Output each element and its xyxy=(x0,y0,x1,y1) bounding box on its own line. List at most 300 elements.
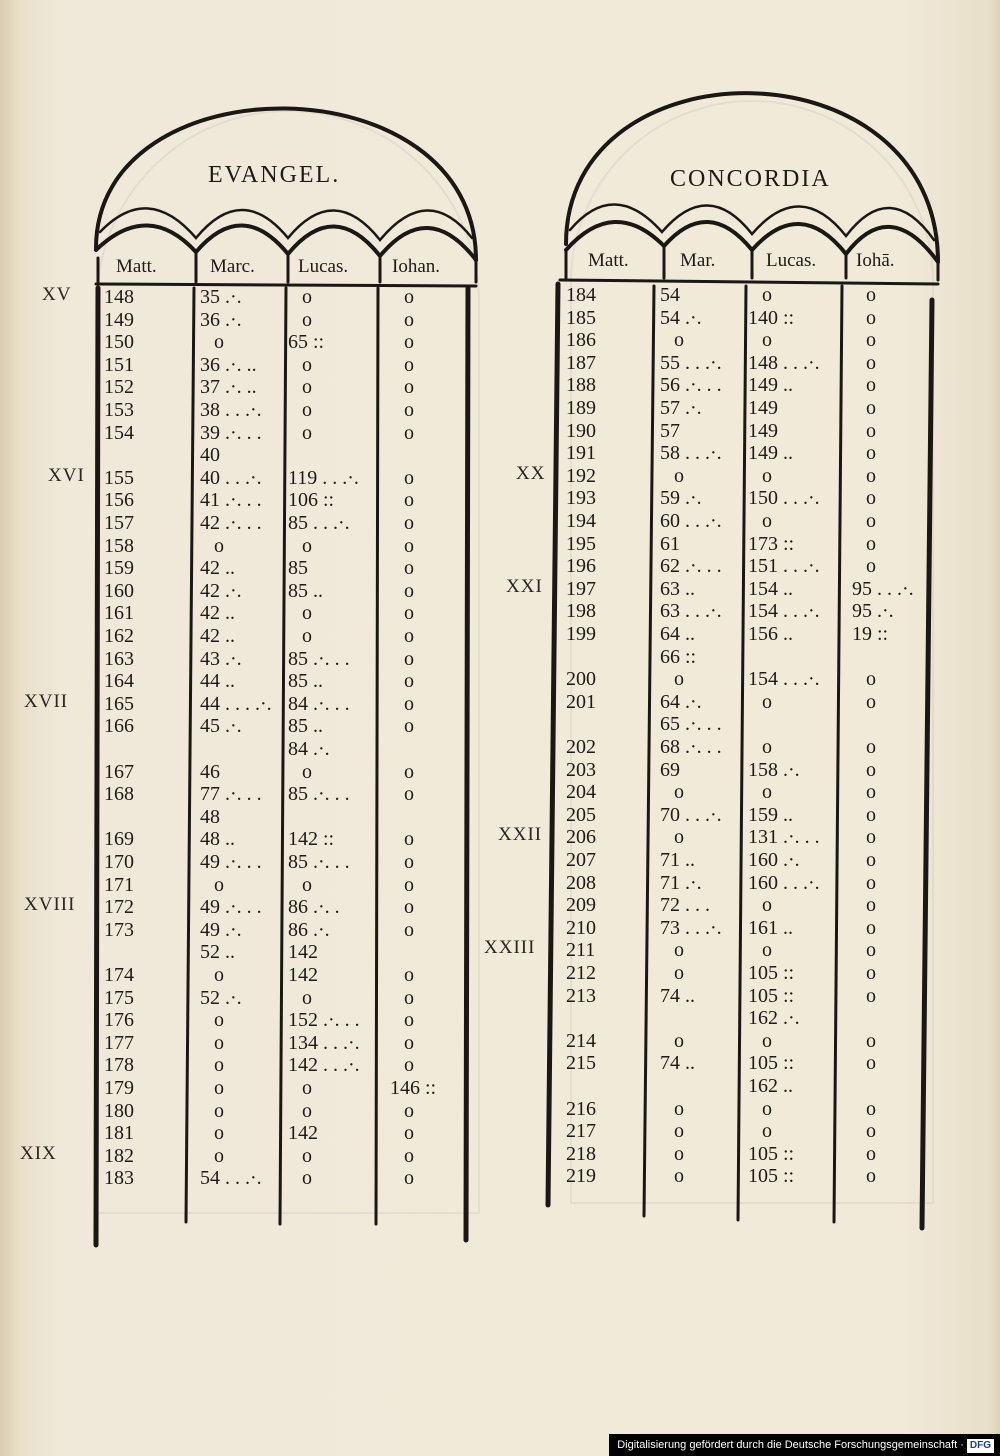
left-table-cell: 134 . . .·. xyxy=(288,1031,360,1054)
left-table-cell: o xyxy=(404,376,414,399)
left-table-cell: 85 . . .·. xyxy=(288,512,350,534)
left-table-cell: o xyxy=(302,625,312,647)
left-table-cell: 49 .·. . . xyxy=(200,896,262,919)
left-table-cell: o xyxy=(404,512,414,534)
left-table-cell: o xyxy=(404,783,414,806)
right-table-cell: o xyxy=(866,532,876,555)
right-table-cell: 162 .·. xyxy=(748,1007,800,1030)
right-table-cell: 202 xyxy=(566,736,596,758)
left-column-header: Matt. xyxy=(116,256,157,277)
right-table-cell: 187 xyxy=(566,351,596,374)
left-table-cell: 171 xyxy=(104,873,134,896)
left-table-cell: 45 .·. xyxy=(200,715,242,738)
left-table-cell: 161 xyxy=(104,602,134,625)
left-table-cell: 37 .·. .. xyxy=(200,376,257,399)
right-table-cell: 208 xyxy=(566,871,596,894)
left-table-cell: o xyxy=(302,1167,312,1190)
right-table-cell: o xyxy=(866,1142,876,1165)
left-table-cell: o xyxy=(404,534,414,557)
right-table-cell: 213 xyxy=(566,984,596,1007)
right-table-cell: 186 xyxy=(566,329,596,352)
left-table-cell: o xyxy=(404,1144,414,1167)
right-table-cell: 64 .. xyxy=(660,623,695,645)
left-table-cell: o xyxy=(404,579,414,602)
right-table-cell: o xyxy=(674,1142,684,1165)
left-table-cell: 142 :: xyxy=(288,828,335,851)
left-table-cell: o xyxy=(214,534,224,557)
right-table-cell: o xyxy=(866,487,876,510)
right-table-cell: 74 .. xyxy=(660,984,695,1007)
left-table-cell: o xyxy=(302,353,312,376)
right-table-cell: 131 .·. . . xyxy=(748,826,820,849)
right-table-cell: o xyxy=(866,781,876,804)
left-table-cell: o xyxy=(302,286,312,308)
left-table-cell: 179 xyxy=(104,1077,134,1099)
right-table-cell: 59 .·. xyxy=(660,487,702,510)
right-table-cell: o xyxy=(866,1120,876,1143)
left-table-cell: 150 xyxy=(104,331,134,354)
left-table-cell: o xyxy=(404,918,414,941)
left-table-cell: o xyxy=(302,399,312,421)
left-table-cell: 162 xyxy=(104,625,134,647)
left-table-cell: 85 .·. . . xyxy=(288,851,350,873)
right-table-cell: 62 .·. . . xyxy=(660,555,722,578)
left-table-cell: o xyxy=(302,1099,312,1122)
left-table-cell: 175 xyxy=(104,986,134,1009)
right-table-cell: 191 xyxy=(566,442,596,465)
right-table-cell: 193 xyxy=(566,487,596,510)
right-table-cell: o xyxy=(866,464,876,487)
right-table-cell: o xyxy=(866,690,876,713)
right-table-cell: 160 . . .·. xyxy=(748,871,820,894)
left-table-cell: 142 . . .·. xyxy=(288,1054,360,1077)
left-table-cell: o xyxy=(302,421,312,444)
left-table-cell: o xyxy=(404,715,414,738)
right-table-cell: 203 xyxy=(566,758,596,781)
right-table-cell: 199 xyxy=(566,623,596,645)
left-table-cell: 85 .. xyxy=(288,579,323,602)
right-table-cell: 56 .·. . . xyxy=(660,374,722,397)
left-table-cell: o xyxy=(302,760,312,783)
left-table-cell: 43 .·. xyxy=(200,647,242,670)
right-column-header: Lucas. xyxy=(766,250,817,271)
right-table-cell: 149 .. xyxy=(748,374,793,397)
left-table-cell: 163 xyxy=(104,647,134,670)
left-table-cell: o xyxy=(404,353,414,376)
left-column-header: Marc. xyxy=(210,256,255,277)
right-table-cell: o xyxy=(866,510,876,532)
left-table-cell: o xyxy=(302,602,312,625)
left-table-cell: o xyxy=(404,1054,414,1077)
left-table-cell: o xyxy=(404,851,414,873)
right-table-cell: o xyxy=(674,1029,684,1052)
right-table-cell: 200 xyxy=(566,668,596,691)
left-table-cell: o xyxy=(404,873,414,896)
left-table-cell: 65 :: xyxy=(288,331,325,354)
right-table-cell: 197 xyxy=(566,577,596,600)
right-table-cell: 219 xyxy=(566,1165,596,1188)
right-table-cell: 194 xyxy=(566,510,596,532)
right-table-title: CONCORDIA xyxy=(670,166,831,192)
dfg-logo: DFG xyxy=(967,1439,994,1453)
right-table-cell: 105 :: xyxy=(748,962,795,984)
left-table-cell: 42 .·. xyxy=(200,579,242,602)
right-table-cell: o xyxy=(866,555,876,578)
right-table-cell: o xyxy=(866,1097,876,1120)
right-table-cell: o xyxy=(762,1097,772,1120)
right-table-cell: 63 . . .·. xyxy=(660,600,722,623)
left-table-cell: 52 .. xyxy=(200,941,235,964)
right-table-cell: o xyxy=(866,803,876,826)
left-table-cell: 77 .·. . . xyxy=(200,783,262,806)
left-table-cell: 152 .·. . . xyxy=(288,1009,360,1032)
right-table-cell: 207 xyxy=(566,849,596,871)
left-table-cell: 42 .. xyxy=(200,557,235,580)
left-table-cell: o xyxy=(214,1122,224,1145)
left-table-cell: 158 xyxy=(104,534,134,557)
right-table-cell: 148 . . .·. xyxy=(748,351,820,374)
right-chapter-marker: XX xyxy=(516,462,546,484)
right-table-cell: o xyxy=(866,939,876,962)
right-table-cell: 216 xyxy=(566,1097,596,1120)
right-chapter-marker: XXII xyxy=(498,824,543,846)
right-table-cell: 105 :: xyxy=(748,1052,795,1075)
left-table-cell: o xyxy=(404,399,414,421)
left-chapter-marker: XVII xyxy=(24,690,69,712)
right-table-cell: 162 .. xyxy=(748,1075,793,1097)
left-table-cell: 42 .·. . . xyxy=(200,512,262,534)
left-table-cell: o xyxy=(214,1009,224,1032)
right-table-cell: 68 .·. . . xyxy=(660,736,722,758)
left-table-cell: o xyxy=(302,986,312,1009)
left-table-cell: 41 .·. . . xyxy=(200,489,262,512)
right-table-cell: o xyxy=(762,894,772,917)
left-table-cell: 46 xyxy=(200,760,220,783)
left-table-cell: 39 .·. . . xyxy=(200,421,262,444)
right-table-cell: o xyxy=(674,939,684,962)
right-table-cell: 57 xyxy=(660,419,680,442)
left-table-cell: 49 .·. . . xyxy=(200,851,262,873)
right-table-cell: 72 . . . xyxy=(660,894,710,917)
left-table-cell: o xyxy=(404,670,414,693)
left-table-cell: o xyxy=(404,466,414,489)
left-table-cell: o xyxy=(404,625,414,647)
left-table-cell: 40 xyxy=(200,444,220,467)
left-table-cell: 85 .·. . . xyxy=(288,783,350,806)
right-table-cell: 95 . . .·. xyxy=(852,577,914,600)
right-table-cell: o xyxy=(674,1097,684,1120)
right-table-cell: 192 xyxy=(566,464,596,487)
right-table-cell: 214 xyxy=(566,1029,596,1052)
right-table-cell: 154 .. xyxy=(748,577,793,600)
right-table-cell: o xyxy=(674,826,684,849)
left-table-cell: 119 . . .·. xyxy=(288,466,359,489)
right-table-cell: 54 xyxy=(660,284,680,306)
left-table-cell: 36 .·. xyxy=(200,308,242,331)
left-table-cell: 174 xyxy=(104,964,134,986)
left-table-cell: 38 . . .·. xyxy=(200,399,262,421)
right-table-cell: o xyxy=(866,826,876,849)
left-table-cell: o xyxy=(302,1144,312,1167)
left-table-cell: 151 xyxy=(104,353,134,376)
left-table-cell: 84 .·. . . xyxy=(288,692,350,715)
left-table-cell: o xyxy=(302,376,312,399)
right-table-cell: 65 .·. . . xyxy=(660,713,722,736)
right-table-cell: 218 xyxy=(566,1142,596,1165)
left-arcade xyxy=(96,225,476,260)
right-table-cell: o xyxy=(866,736,876,758)
left-arcade-inner xyxy=(100,208,472,240)
right-table-cell: o xyxy=(866,419,876,442)
left-table-cell: o xyxy=(214,1031,224,1054)
right-table-cell: 105 :: xyxy=(748,1142,795,1165)
left-table-cell: 148 xyxy=(104,286,134,308)
left-table-cell: 159 xyxy=(104,557,134,580)
left-table-cell: o xyxy=(404,760,414,783)
right-table-cell: o xyxy=(674,1120,684,1143)
right-table-cell: o xyxy=(866,374,876,397)
right-table-cell: o xyxy=(762,1029,772,1052)
right-table-cell: 149 .. xyxy=(748,442,793,465)
right-table-cell: 195 xyxy=(566,532,596,555)
left-table-cell: 173 xyxy=(104,918,134,941)
right-table-cell: 188 xyxy=(566,374,596,397)
left-table-cell: 85 .. xyxy=(288,670,323,693)
right-table-cell: 205 xyxy=(566,803,596,826)
left-chapter-marker: XVIII xyxy=(24,894,76,916)
left-table-cell: 149 xyxy=(104,308,134,331)
left-table-cell: o xyxy=(404,986,414,1009)
right-table-cell: o xyxy=(866,351,876,374)
left-table-cell: 181 xyxy=(104,1122,134,1145)
right-table-cell: 196 xyxy=(566,555,596,578)
left-table-cell: 166 xyxy=(104,715,134,738)
right-table-cell: 149 xyxy=(748,419,778,442)
left-table-cell: 49 .·. xyxy=(200,918,242,941)
right-table-cell: o xyxy=(866,442,876,465)
left-table-cell: 172 xyxy=(104,896,134,919)
right-table-cell: 74 .. xyxy=(660,1052,695,1075)
right-table-cell: 71 .. xyxy=(660,849,695,871)
left-table-cell: 36 .·. .. xyxy=(200,353,257,376)
right-table-cell: 217 xyxy=(566,1120,596,1143)
left-chapter-marker: XIX xyxy=(20,1142,57,1164)
right-table-cell: 105 :: xyxy=(748,984,795,1007)
right-table-cell: 212 xyxy=(566,962,596,984)
left-table-cell: o xyxy=(404,1009,414,1032)
left-table-cell: o xyxy=(404,692,414,715)
left-table-cell: 160 xyxy=(104,579,134,602)
left-chapter-marker: XVI xyxy=(48,464,85,486)
left-table-cell: 48 .. xyxy=(200,828,235,851)
right-table-cell: o xyxy=(762,736,772,758)
left-table-cell: 85 xyxy=(288,557,308,580)
left-table-cell: 44 .. xyxy=(200,670,235,693)
left-table-title: EVANGEL. xyxy=(208,162,341,188)
right-table-cell: 161 .. xyxy=(748,916,793,939)
left-table-cell: 153 xyxy=(104,399,134,421)
right-table-cell: o xyxy=(674,668,684,691)
right-table-cell: 150 . . .·. xyxy=(748,487,820,510)
left-table-cell: 85 .·. . . xyxy=(288,647,350,670)
left-chapter-marker: XV xyxy=(42,284,72,305)
left-table-cell: o xyxy=(404,602,414,625)
right-table-cell: 158 .·. xyxy=(748,758,800,781)
left-table-cell: o xyxy=(404,828,414,851)
left-table-cell: 86 .·. xyxy=(288,918,330,941)
right-column-header: Mar. xyxy=(680,250,716,271)
left-table-cell: o xyxy=(404,331,414,354)
left-table-cell: 42 .. xyxy=(200,602,235,625)
right-table-cell: o xyxy=(762,284,772,306)
right-table-cell: 190 xyxy=(566,419,596,442)
right-table-cell: 19 :: xyxy=(852,623,889,645)
right-table-cell: 140 :: xyxy=(748,306,795,329)
footer-credit xyxy=(609,1434,1000,1456)
left-column-header: Iohan. xyxy=(392,256,441,277)
left-table-cell: 35 .·. xyxy=(200,286,242,308)
left-table-cell: 157 xyxy=(104,512,134,534)
right-table-cell: 71 .·. xyxy=(660,871,702,894)
left-table-cell: o xyxy=(404,421,414,444)
left-table-cell: 42 .. xyxy=(200,625,235,647)
right-table-cell: o xyxy=(674,962,684,984)
left-table-cell: o xyxy=(404,286,414,308)
right-table-cell: 66 :: xyxy=(660,645,697,668)
footer-text: Digitalisierung gefördert durch die Deutsche Forschungsgemeinschaft · xyxy=(617,1439,964,1451)
left-table-cell: o xyxy=(302,1077,312,1099)
right-table-cell: 73 . . .·. xyxy=(660,916,722,939)
left-table-cell: o xyxy=(404,647,414,670)
right-column-header: Iohā. xyxy=(856,250,895,271)
right-table-cell: 69 xyxy=(660,758,680,781)
right-table-cell: o xyxy=(762,690,772,713)
right-table-cell: o xyxy=(674,464,684,487)
left-table-cell: 48 xyxy=(200,805,220,828)
left-table-cell: 154 xyxy=(104,421,134,444)
left-table-cell: 169 xyxy=(104,828,134,851)
left-table-cell: o xyxy=(404,964,414,986)
left-table-cell: 52 .·. xyxy=(200,986,242,1009)
right-table-cell: o xyxy=(866,916,876,939)
left-table-cell: o xyxy=(214,1054,224,1077)
left-table-cell: o xyxy=(214,1099,224,1122)
left-table-cell: 142 xyxy=(288,1122,318,1145)
right-table-cell: o xyxy=(674,1165,684,1188)
right-table-cell: o xyxy=(762,1120,772,1143)
right-table-cell: 154 . . .·. xyxy=(748,668,820,691)
left-table-cell: 146 :: xyxy=(390,1077,437,1099)
left-table-cell: 183 xyxy=(104,1167,134,1190)
left-table-cell: 86 .·. . xyxy=(288,896,340,919)
left-table-cell: 180 xyxy=(104,1099,134,1122)
right-table-cell: 206 xyxy=(566,826,596,849)
right-table-cell: 70 . . .·. xyxy=(660,803,722,826)
left-table-cell: o xyxy=(404,308,414,331)
right-table-cell: 215 xyxy=(566,1052,596,1075)
right-table-cell: o xyxy=(866,962,876,984)
right-table-cell: 95 .·. xyxy=(852,600,894,623)
left-table-cell: o xyxy=(214,1144,224,1167)
right-table-cell: 185 xyxy=(566,306,596,329)
right-table-cell: o xyxy=(674,329,684,352)
left-table-cell: o xyxy=(404,1167,414,1190)
right-table-cell: o xyxy=(866,1029,876,1052)
right-table-cell: o xyxy=(866,306,876,329)
left-table-cell: o xyxy=(214,331,224,354)
right-table-cell: 54 .·. xyxy=(660,306,702,329)
right-table-cell: o xyxy=(866,668,876,691)
left-table-cell: 182 xyxy=(104,1144,134,1167)
right-chapter-marker: XXI xyxy=(506,575,543,597)
right-table-cell: o xyxy=(866,397,876,419)
right-table-cell: 204 xyxy=(566,781,596,804)
left-table-cell: 155 xyxy=(104,466,134,489)
right-table-cell: 159 .. xyxy=(748,803,793,826)
right-table-cell: o xyxy=(866,758,876,781)
right-table-cell: 184 xyxy=(566,284,596,306)
right-table-cell: 57 .·. xyxy=(660,397,702,419)
left-table-cell: o xyxy=(302,308,312,331)
left-table-cell: 164 xyxy=(104,670,134,693)
right-table-cell: 189 xyxy=(566,397,596,419)
right-table-cell: 63 .. xyxy=(660,577,695,600)
left-table-cell: 106 :: xyxy=(288,489,335,512)
left-table-cell: 167 xyxy=(104,760,134,783)
right-table-cell: 58 . . .·. xyxy=(660,442,722,465)
left-table-cell: 178 xyxy=(104,1054,134,1077)
right-table-cell: 209 xyxy=(566,894,596,917)
right-table-cell: o xyxy=(866,1165,876,1188)
right-table-cell: o xyxy=(866,329,876,352)
left-table-cell: 84 .·. xyxy=(288,738,330,760)
right-table-cell: o xyxy=(762,510,772,532)
right-table-cell: 210 xyxy=(566,916,596,939)
right-table-cell: 149 xyxy=(748,397,778,419)
right-table-cell: 151 . . .·. xyxy=(748,555,820,578)
right-table-cell: 61 xyxy=(660,532,680,555)
left-table-cell: 85 .. xyxy=(288,715,323,738)
right-table-cell: o xyxy=(762,781,772,804)
right-table-cell: 105 :: xyxy=(748,1165,795,1188)
left-table-cell: 156 xyxy=(104,489,134,512)
right-table-cell: o xyxy=(866,871,876,894)
left-table-cell: o xyxy=(214,1077,224,1099)
right-table-cell: 55 . . .·. xyxy=(660,351,722,374)
right-chapter-marker: XXIII xyxy=(484,937,536,959)
right-table-cell: 211 xyxy=(566,939,596,962)
right-table-cell: o xyxy=(866,894,876,917)
left-table-cell: 176 xyxy=(104,1009,134,1032)
left-table-cell: 142 xyxy=(288,941,318,964)
left-table-cell: 165 xyxy=(104,692,134,715)
left-table-cell: o xyxy=(214,964,224,986)
left-table-cell: 152 xyxy=(104,376,134,399)
right-table-cell: o xyxy=(762,329,772,352)
left-table-cell: o xyxy=(404,557,414,580)
right-column-header: Matt. xyxy=(588,250,629,271)
left-table-cell: 170 xyxy=(104,851,134,873)
left-table-cell: o xyxy=(404,1099,414,1122)
left-table-cell: 177 xyxy=(104,1031,134,1054)
right-table-cell: o xyxy=(762,939,772,962)
left-table-cell: o xyxy=(214,873,224,896)
right-table-cell: o xyxy=(866,284,876,306)
left-table-cell: 142 xyxy=(288,964,318,986)
right-table-cell: o xyxy=(866,849,876,871)
right-table-cell: 201 xyxy=(566,690,596,713)
left-table-cell: o xyxy=(404,1122,414,1145)
